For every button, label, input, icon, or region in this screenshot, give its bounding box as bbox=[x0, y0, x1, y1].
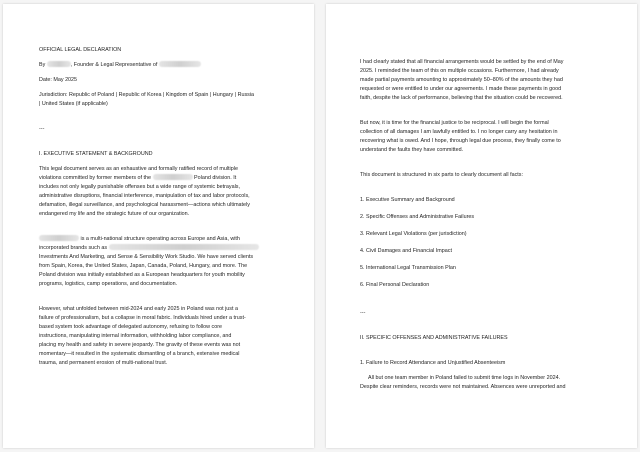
jurisdiction-line-1: Jurisdiction: Republic of Poland | Republic of Korea | Kingdom of Spain | Hungary | Russia bbox=[39, 92, 255, 98]
text-line: I had clearly stated that all financial arrangements would be settled by the end of May bbox=[360, 59, 564, 65]
text-line: 2025. I reminded the team of this on multiple occasions. Furthermore, I had already bbox=[360, 68, 559, 74]
text-line: violations committed by former members of the Poland division. It bbox=[39, 175, 237, 181]
text-line: from Spain, Korea, the United States, Japan, Canada, Poland, Hungary, and more. The bbox=[39, 263, 248, 269]
paragraph-financial bbox=[360, 58, 615, 103]
redacted-company bbox=[153, 174, 193, 180]
section-heading-1: I. EXECUTIVE STATEMENT & BACKGROUND bbox=[39, 151, 153, 157]
text-line: recovering what is owed. And I hope, through legal due process, they finally come to bbox=[360, 138, 561, 144]
separator: --- bbox=[360, 310, 366, 316]
text-line: failure of professionalism, but a collapse in moral fabric. Individuals hired under a trust- bbox=[39, 315, 246, 321]
text-line: All but one team member in Poland failed to submit time logs in November 2024. bbox=[368, 375, 561, 381]
paragraph-company bbox=[39, 235, 296, 289]
text-line: is a multi-national structure operating across Europe and Asia, with bbox=[39, 235, 296, 244]
author-suffix: , Founder & Legal Representative of bbox=[70, 62, 158, 68]
right-page-content bbox=[360, 58, 615, 392]
text-line: trauma, and permanent erosion of multi-national trust. bbox=[39, 360, 168, 366]
text-line: This legal document serves as an exhaustive and formally ratified record of multiple bbox=[39, 166, 238, 172]
right-page bbox=[326, 4, 637, 448]
document-title: OFFICIAL LEGAL DECLARATION bbox=[39, 47, 122, 53]
page-bottom-fade bbox=[326, 408, 637, 448]
text-line: Despite clear reminders, records were not maintained. Absences were unreported and bbox=[360, 384, 566, 390]
paragraph-absenteeism bbox=[360, 374, 615, 392]
structure-intro: This document is structured in six parts to clearly document all facts: bbox=[360, 172, 523, 178]
author-line bbox=[39, 61, 296, 70]
text-line: incorporated brands such as bbox=[39, 244, 296, 253]
redacted-name bbox=[47, 61, 71, 67]
redacted-company bbox=[39, 235, 79, 241]
list-item: 4. Civil Damages and Financial Impact bbox=[360, 248, 452, 254]
jurisdiction-line-2: | United States (if applicable) bbox=[39, 101, 108, 107]
text-line: Investments And Marketing, and Sense & Sensibility Work Studio. We have served clients bbox=[39, 254, 254, 260]
list-item: 2. Specific Offenses and Administrative Failures bbox=[360, 214, 475, 220]
paragraph-collapse bbox=[39, 305, 296, 368]
redacted-brands bbox=[109, 244, 259, 250]
text-line: instructions, manipulating internal information, withholding labor compliance, and bbox=[39, 333, 232, 339]
list-item: 1. Executive Summary and Background bbox=[360, 197, 455, 203]
section-heading-2: II. SPECIFIC OFFENSES AND ADMINISTRATIVE FAILURES bbox=[360, 335, 508, 341]
redacted-company bbox=[159, 61, 201, 67]
text-line: faith, despite the lack of performance, believing that the situation could be recovered. bbox=[360, 95, 563, 101]
text-line: endangered my life and the strategic future of our organization. bbox=[39, 211, 190, 217]
text-line: administrative disruptions, financial interference, manipulation of tax and labor protocols, bbox=[39, 193, 250, 199]
text-line: Poland division was initially established as a European headquarters for youth mobility bbox=[39, 272, 245, 278]
separator: --- bbox=[39, 126, 45, 132]
text-line: placing my health and safety in severe jeopardy. The gravity of these events was not bbox=[39, 342, 241, 348]
paragraph-executive bbox=[39, 165, 296, 219]
text-line: defamation, illegal surveillance, and psychological harassment—actions which ultimately bbox=[39, 202, 250, 208]
text-line: However, what unfolded between mid-2024 and early 2025 in Poland was not just a bbox=[39, 306, 238, 312]
list-item: 5. International Legal Transmission Plan bbox=[360, 265, 456, 271]
text-line: requested or were entitled to under our agreements. I made these payments in good bbox=[360, 86, 562, 92]
text-line: based system took advantage of delegated autonomy, refusing to follow core bbox=[39, 324, 222, 330]
list-item: 3. Relevant Legal Violations (per jurisdiction) bbox=[360, 231, 467, 237]
text-line: momentary—it resulted in the systematic dismantling of a branch, extensive medical bbox=[39, 351, 240, 357]
author-prefix: By bbox=[39, 62, 46, 68]
parts-list bbox=[360, 196, 615, 290]
text-line: programs, logistics, camp operations, and documentation. bbox=[39, 281, 178, 287]
paragraph-justice bbox=[360, 119, 615, 155]
left-page bbox=[3, 4, 314, 448]
text-line: made partial payments amounting to approximately 50–80% of the amounts they had bbox=[360, 77, 563, 83]
list-item: 6. Final Personal Declaration bbox=[360, 282, 430, 288]
subheading: 1. Failure to Record Attendance and Unjustified Absenteeism bbox=[360, 360, 506, 366]
left-page-content bbox=[39, 46, 296, 368]
date-line: Date: May 2025 bbox=[39, 77, 78, 83]
text-line: But now, it is time for the financial justice to be reciprocal. I will begin the formal bbox=[360, 120, 549, 126]
text-line: includes not only legally punishable offenses but a wide range of systemic betrayals, bbox=[39, 184, 240, 190]
text-line: collection of all damages I am lawfully entitled to. I no longer carry any hesitation in bbox=[360, 129, 558, 135]
text-line: understand the faults they have committed. bbox=[360, 147, 464, 153]
